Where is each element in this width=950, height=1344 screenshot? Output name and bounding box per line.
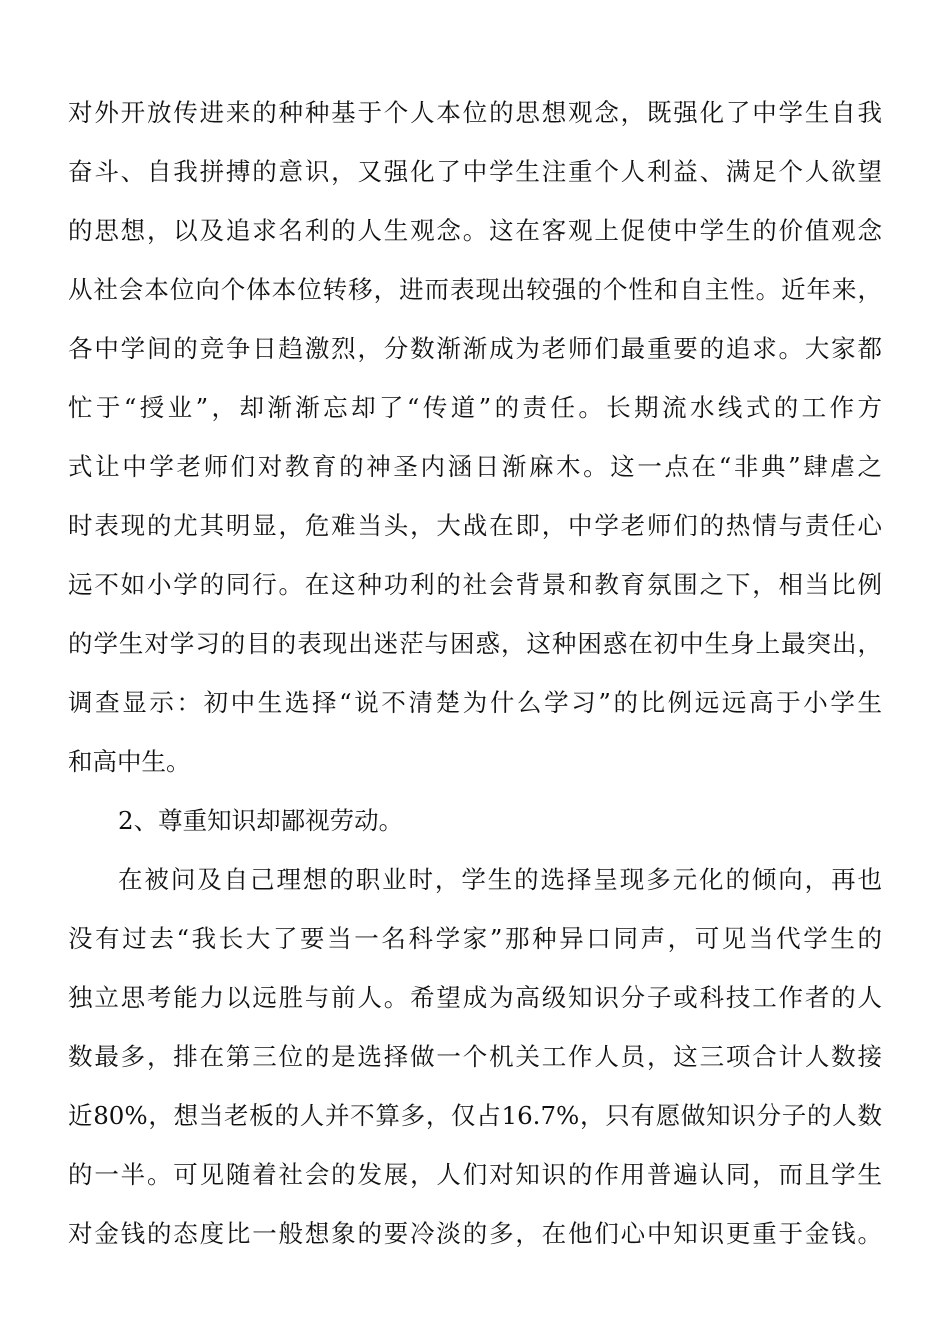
section-heading: 2、尊重知识却鄙视劳动。 — [118, 806, 404, 835]
paragraph-line: 各中学间的竞争日趋激烈，分数渐渐成为老师们最重要的追求。大家都 — [68, 334, 882, 363]
paragraph-line: 远不如小学的同行。在这种功利的社会背景和教育氛围之下，相当比例 — [68, 570, 882, 599]
paragraph-line: 调查显示：初中生选择“说不清楚为什么学习”的比例远远高于小学生 — [68, 688, 882, 717]
paragraph-line: 数最多，排在第三位的是选择做一个机关工作人员，这三项合计人数接 — [68, 1042, 882, 1071]
paragraph-line: 从社会本位向个体本位转移，进而表现出较强的个性和自主性。近年来， — [68, 275, 882, 304]
paragraph-line: 独立思考能力以远胜与前人。希望成为高级知识分子或科技工作者的人 — [68, 983, 882, 1012]
paragraph-line-last: 和高中生。 — [68, 747, 191, 776]
paragraph-line: 对金钱的态度比一般想象的要冷淡的多，在他们心中知识更重于金钱。 — [68, 1219, 882, 1248]
paragraph-line: 的思想，以及追求名利的人生观念。这在客观上促使中学生的价值观念 — [68, 216, 882, 245]
paragraph-line: 对外开放传进来的种种基于个人本位的思想观念，既强化了中学生自我 — [68, 98, 882, 127]
paragraph-line-first: 在被问及自己理想的职业时，学生的选择呈现多元化的倾向，再也 — [118, 865, 882, 894]
paragraph-line: 忙于“授业”，却渐渐忘却了“传道”的责任。长期流水线式的工作方 — [68, 393, 882, 422]
paragraph-line: 没有过去“我长大了要当一名科学家”那种异口同声，可见当代学生的 — [68, 924, 882, 953]
paragraph-line: 的学生对学习的目的表现出迷茫与困惑，这种困惑在初中生身上最突出， — [68, 629, 882, 658]
paragraph-line: 近80%，想当老板的人并不算多，仅占16.7%，只有愿做知识分子的人数 — [68, 1101, 882, 1130]
paragraph-line: 时表现的尤其明显，危难当头，大战在即，中学老师们的热情与责任心 — [68, 511, 882, 540]
paragraph-line: 的一半。可见随着社会的发展，人们对知识的作用普遍认同，而且学生 — [68, 1160, 882, 1189]
paragraph-line: 式让中学老师们对教育的神圣内涵日渐麻木。这一点在“非典”肆虐之 — [68, 452, 882, 481]
paragraph-line: 奋斗、自我拼搏的意识，又强化了中学生注重个人利益、满足个人欲望 — [68, 157, 882, 186]
